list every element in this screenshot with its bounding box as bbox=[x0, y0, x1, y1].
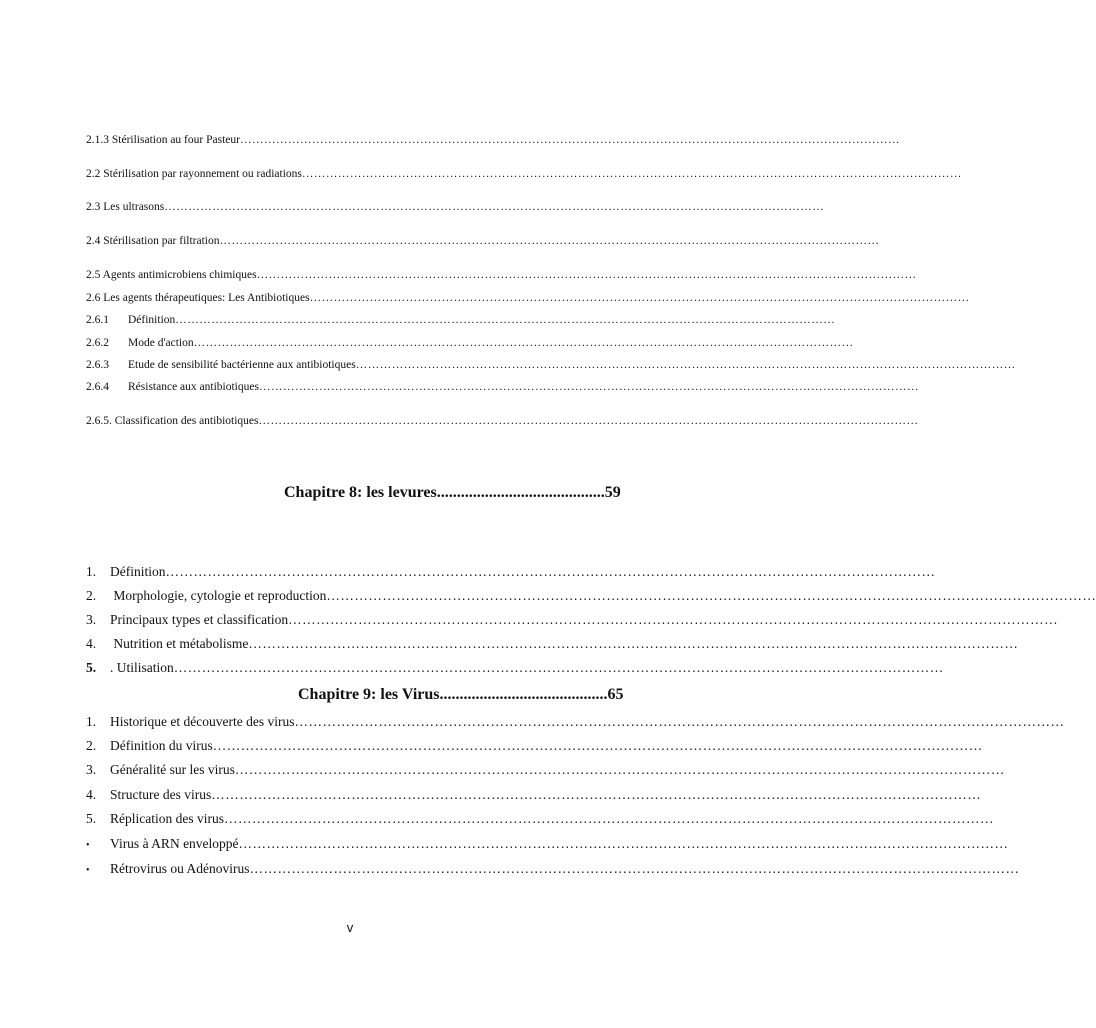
toc-entry-title: Nutrition et métabolisme bbox=[110, 636, 249, 651]
toc-entry bbox=[86, 811, 994, 827]
toc-entry bbox=[86, 612, 1059, 628]
leader-dots: ………………………………………………………………………………………………………………………………………………… bbox=[193, 337, 854, 349]
leader-dots: ………………………………………………………………………………………………………………………………………………… bbox=[258, 415, 919, 427]
page-number: v bbox=[346, 920, 354, 935]
toc-entry-title: Généralité sur les virus bbox=[110, 762, 235, 777]
toc-entry-title: 2.5 Agents antimicrobiens chimiques bbox=[86, 269, 257, 281]
toc-entry bbox=[86, 337, 854, 349]
toc-entry-title: Mode d'action bbox=[128, 337, 194, 349]
toc-entry bbox=[86, 314, 836, 326]
leader-dots: ………………………………………………………………………………………………………………………………………………… bbox=[239, 134, 900, 146]
toc-entry-title: . Utilisation bbox=[110, 660, 174, 675]
toc-entry-title: Réplication des virus bbox=[110, 811, 224, 826]
chapter-title: Chapitre 8: les levures bbox=[284, 484, 437, 501]
toc-entry bbox=[86, 359, 1016, 371]
toc-entry-number: 2. bbox=[86, 588, 97, 603]
chapter-heading bbox=[284, 484, 621, 502]
toc-entry-title: Rétrovirus ou Adénovirus bbox=[110, 861, 250, 876]
toc-entry-title: Morphologie, cytologie et reproduction bbox=[110, 588, 327, 603]
toc-entry-title: Historique et découverte des virus bbox=[110, 714, 295, 729]
chapter-title: Chapitre 9: les Virus bbox=[298, 686, 440, 703]
toc-entry bbox=[86, 636, 1019, 652]
leader-dots: ………………………………………………………………………………………………………………………………………………… bbox=[164, 201, 825, 213]
toc-entry-title: 2.6 Les agents thérapeutiques: Les Antibiotiques bbox=[86, 292, 310, 304]
toc-entry-title: Virus à ARN enveloppé bbox=[110, 836, 239, 851]
toc-entry-number: 4. bbox=[86, 787, 97, 802]
toc-entry bbox=[86, 381, 919, 393]
toc-entry-title: Structure des virus bbox=[110, 787, 212, 802]
toc-entry-number: 3. bbox=[86, 612, 97, 627]
chapter-leader-dots: .......................................... bbox=[439, 686, 608, 703]
leader-dots: ………………………………………………………………………………………………………………………………………………… bbox=[301, 168, 962, 180]
toc-entry-title: Principaux types et classification bbox=[110, 612, 289, 627]
toc-entry bbox=[86, 269, 917, 281]
toc-entry bbox=[86, 714, 1065, 730]
leader-dots: ………………………………………………………………………………………………………………………………………………… bbox=[165, 564, 936, 579]
toc-entry bbox=[86, 235, 880, 247]
toc-entry bbox=[86, 762, 1005, 778]
toc-entry-title: Résistance aux antibiotiques bbox=[128, 381, 259, 393]
leader-dots: ………………………………………………………………………………………………………………………………………………… bbox=[238, 836, 1009, 851]
toc-entry bbox=[86, 861, 1020, 877]
toc-entry-number: 2. bbox=[86, 738, 97, 753]
toc-entry bbox=[86, 134, 900, 146]
leader-dots: ………………………………………………………………………………………………………………………………………………… bbox=[288, 612, 1059, 627]
toc-entry bbox=[86, 564, 936, 580]
leader-dots: ………………………………………………………………………………………………………………………………………………… bbox=[256, 269, 917, 281]
toc-entry-title: 2.4 Stérilisation par filtration bbox=[86, 235, 220, 247]
toc-entry-title: Etude de sensibilité bactérienne aux antibiotiques bbox=[128, 359, 356, 371]
toc-entry-title: Définition bbox=[128, 314, 176, 326]
leader-dots: ………………………………………………………………………………………………………………………………………………… bbox=[294, 714, 1065, 729]
toc-entry-title: 2.3 Les ultrasons bbox=[86, 201, 165, 213]
toc-entry-number: 5. bbox=[86, 660, 97, 675]
toc-entry-title: Définition bbox=[110, 564, 166, 579]
leader-dots: ………………………………………………………………………………………………………………………………………………… bbox=[212, 738, 983, 753]
toc-entry bbox=[86, 415, 919, 427]
leader-dots: ………………………………………………………………………………………………………………………………………………… bbox=[258, 381, 919, 393]
chapter-heading bbox=[298, 686, 623, 704]
leader-dots: ………………………………………………………………………………………………………………………………………………… bbox=[211, 787, 982, 802]
toc-entry-title: Définition du virus bbox=[110, 738, 213, 753]
toc-entry bbox=[86, 201, 825, 213]
toc-entry-number: 3. bbox=[86, 762, 97, 777]
toc-entry-number: 1. bbox=[86, 714, 97, 729]
leader-dots: ………………………………………………………………………………………………………………………………………………… bbox=[326, 588, 1096, 603]
leader-dots: ………………………………………………………………………………………………………………………………………………… bbox=[248, 636, 1019, 651]
toc-entry bbox=[86, 660, 944, 676]
leader-dots: ………………………………………………………………………………………………………………………………………………… bbox=[223, 811, 994, 826]
leader-dots: ………………………………………………………………………………………………………………………………………………… bbox=[355, 359, 1016, 371]
toc-entry bbox=[86, 787, 982, 803]
leader-dots: ………………………………………………………………………………………………………………………………………………… bbox=[219, 235, 880, 247]
toc-entry bbox=[86, 588, 1096, 604]
leader-dots: ………………………………………………………………………………………………………………………………………………… bbox=[309, 292, 970, 304]
bullet-icon: • bbox=[86, 865, 90, 876]
leader-dots: ………………………………………………………………………………………………………………………………………………… bbox=[173, 660, 944, 675]
chapter-page: 65 bbox=[607, 686, 624, 703]
bullet-icon: • bbox=[86, 840, 90, 851]
toc-entry bbox=[86, 738, 983, 754]
toc-entry-title: 2.6.5. Classification des antibiotiques bbox=[86, 415, 259, 427]
chapter-leader-dots: .......................................... bbox=[436, 484, 605, 501]
toc-entry-number: 2.6.1 bbox=[86, 314, 109, 326]
toc-entry bbox=[86, 292, 970, 304]
chapter-page: 59 bbox=[604, 484, 621, 501]
toc-entry-title: 2.2 Stérilisation par rayonnement ou radiations bbox=[86, 168, 302, 180]
toc-entry-number: 2.6.2 bbox=[86, 337, 109, 349]
leader-dots: ………………………………………………………………………………………………………………………………………………… bbox=[249, 861, 1020, 876]
toc-entry-number: 2.6.3 bbox=[86, 359, 109, 371]
toc-entry bbox=[86, 836, 1009, 852]
toc-entry-number: 5. bbox=[86, 811, 97, 826]
toc-entry bbox=[86, 168, 962, 180]
toc-entry-number: 2.6.4 bbox=[86, 381, 109, 393]
leader-dots: ………………………………………………………………………………………………………………………………………………… bbox=[175, 314, 836, 326]
toc-entry-title: 2.1.3 Stérilisation au four Pasteur bbox=[86, 134, 240, 146]
toc-entry-number: 1. bbox=[86, 564, 97, 579]
leader-dots: ………………………………………………………………………………………………………………………………………………… bbox=[234, 762, 1005, 777]
toc-entry-number: 4. bbox=[86, 636, 97, 651]
